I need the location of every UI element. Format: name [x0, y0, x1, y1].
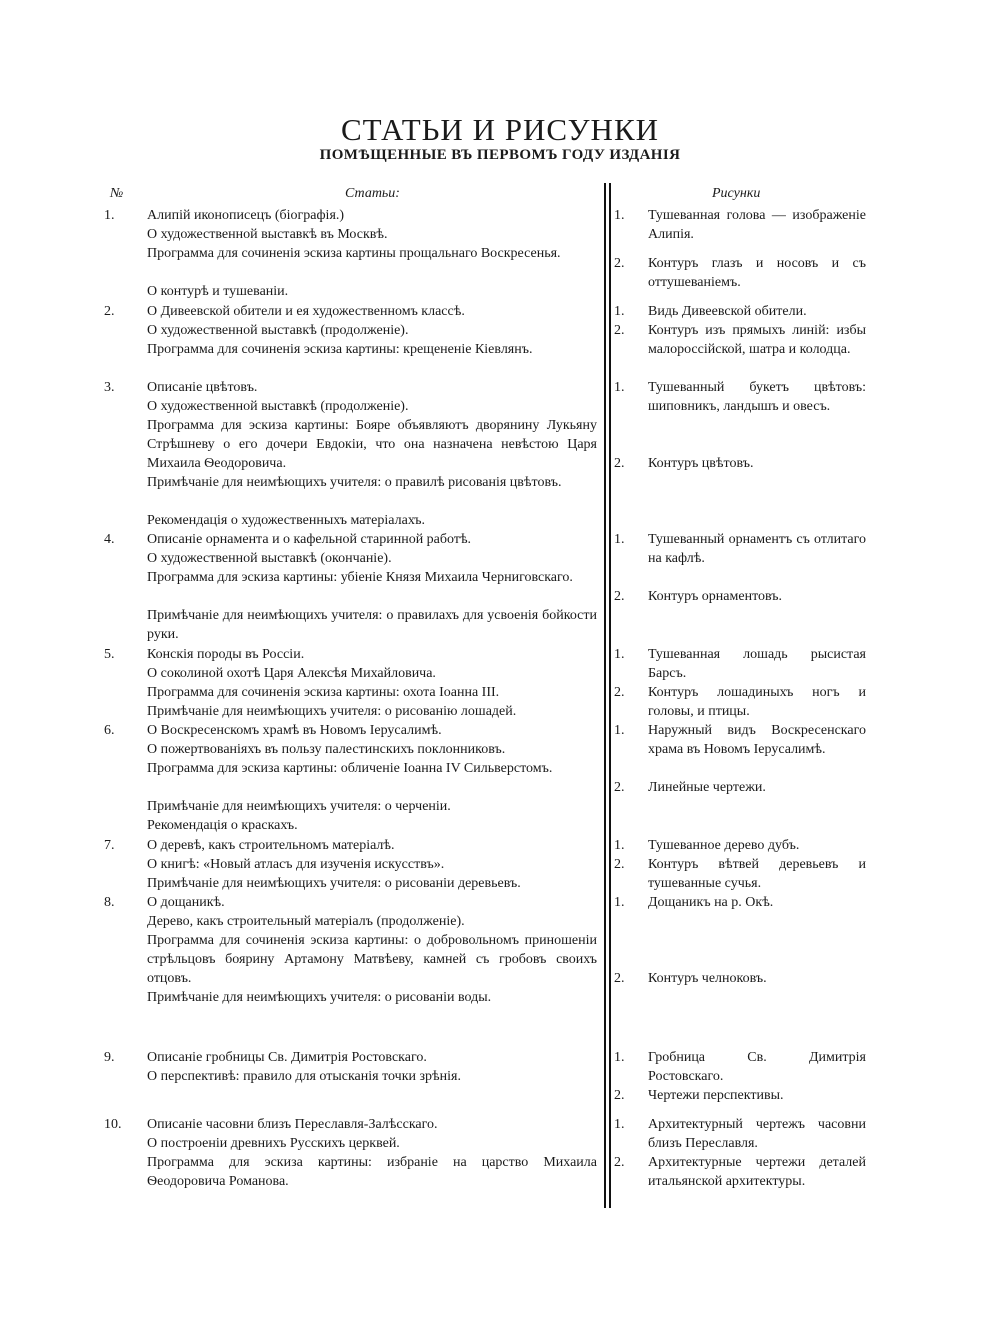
picture-number: 2.: [614, 971, 625, 986]
article-entry: Программа для эскиза картины: избраніе на царство Михаила Ѳеодоровича Романова.: [147, 1155, 597, 1189]
column-header-articles: Статьи:: [345, 186, 400, 201]
article-entry: Описаніе цвѣтовъ.: [147, 380, 258, 395]
picture-number: 1.: [614, 380, 625, 395]
picture-number: 1.: [614, 838, 625, 853]
issue-number: 2.: [104, 304, 115, 319]
picture-entry: Наружный видъ Воскресенскаго храма въ Новомъ Іерусалимѣ.: [648, 723, 866, 757]
column-divider-right: [609, 183, 611, 1208]
article-entry: Алипій иконописецъ (біографія.): [147, 208, 345, 223]
article-entry: Конскія породы въ Россіи.: [147, 647, 305, 662]
picture-number: 1.: [614, 895, 625, 910]
picture-number: 1.: [614, 723, 625, 738]
article-entry: Программа для сочиненія эскиза картины: о добровольномъ приношеніи стрѣльцовъ боярину Артамону Матвѣеву, камней съ гробовъ своихъ отцовъ.: [147, 933, 597, 986]
issue-number: 8.: [104, 895, 115, 910]
column-divider-left: [604, 183, 606, 1208]
article-entry: Рекомендація о краскахъ.: [147, 818, 298, 833]
picture-entry: Тушеванная лошадь рысистая Барсъ.: [648, 647, 866, 681]
article-entry: Программа для сочиненія эскиза картины: охота Іоанна III.: [147, 685, 500, 700]
article-entry: Описаніе орнамента и о кафельной старинной работѣ.: [147, 532, 472, 547]
picture-number: 2.: [614, 685, 625, 700]
picture-number: 2.: [614, 456, 625, 471]
picture-entry: Контуръ лошадиныхъ ногъ и головы, и птицы.: [648, 685, 866, 719]
article-entry: Примѣчаніе для неимѣющихъ учителя: о черченіи.: [147, 799, 451, 814]
article-entry: О пожертвованіяхъ въ пользу палестинскихъ поклонниковъ.: [147, 742, 506, 757]
article-entry: Примѣчаніе для неимѣющихъ учителя: о правилахъ для усвоенія бойкости руки.: [147, 608, 597, 642]
column-header-number: №: [110, 186, 124, 201]
picture-entry: Контуръ вѣтвей деревьевъ и тушеванные сучья.: [648, 857, 866, 891]
picture-number: 2.: [614, 1088, 625, 1103]
picture-entry: Контуръ орнаментовъ.: [648, 589, 783, 604]
article-entry: О контурѣ и тушеваніи.: [147, 284, 289, 299]
picture-number: 1.: [614, 208, 625, 223]
picture-number: 1.: [614, 1117, 625, 1132]
article-entry: Рекомендація о художественныхъ матеріалахъ.: [147, 513, 426, 528]
column-header-pictures: Рисунки: [712, 186, 761, 201]
article-entry: О художественной выставкѣ (продолженіе).: [147, 399, 409, 414]
issue-number: 1.: [104, 208, 115, 223]
picture-entry: Дощаникъ на р. Окѣ.: [648, 895, 774, 910]
article-entry: О перспективѣ: правило для отысканія точки зрѣнія.: [147, 1069, 461, 1084]
article-entry: Описаніе часовни близъ Переславля-Залѣсскаго.: [147, 1117, 438, 1132]
picture-number: 2.: [614, 857, 625, 872]
picture-entry: Контуръ челноковъ.: [648, 971, 767, 986]
article-entry: Программа для эскиза картины: убіеніе Князя Михаила Черниговскаго.: [147, 570, 573, 585]
article-entry: Примѣчаніе для неимѣющихъ учителя: о правилѣ рисованія цвѣтовъ.: [147, 475, 562, 490]
article-entry: Примѣчаніе для неимѣющихъ учителя: о рисованіи воды.: [147, 990, 492, 1005]
picture-number: 2.: [614, 1155, 625, 1170]
picture-entry: Гробница Св. Димитрія Ростовскаго.: [648, 1050, 866, 1084]
article-entry: О деревѣ, какъ строительномъ матеріалѣ.: [147, 838, 395, 853]
article-entry: Программа для эскиза картины: обличеніе Іоанна IV Сильверстомъ.: [147, 761, 553, 776]
article-entry: О художественной выставкѣ въ Москвѣ.: [147, 227, 388, 242]
picture-number: 1.: [614, 1050, 625, 1065]
article-entry: О дощаникѣ.: [147, 895, 225, 910]
picture-number: 2.: [614, 780, 625, 795]
issue-number: 4.: [104, 532, 115, 547]
article-entry: Примѣчаніе для неимѣющихъ учителя: о рисованію лошадей.: [147, 704, 517, 719]
picture-entry: Видь Дивеевской обители.: [648, 304, 807, 319]
issue-number: 3.: [104, 380, 115, 395]
picture-entry: Контуръ цвѣтовъ.: [648, 456, 754, 471]
picture-number: 2.: [614, 256, 625, 271]
picture-entry: Тушеванный орнаментъ съ отлитаго на кафлѣ.: [648, 532, 866, 566]
article-entry: О Дивеевской обители и ея художественномъ классѣ.: [147, 304, 465, 319]
article-entry: Дерево, какъ строительный матеріалъ (продолженіе).: [147, 914, 465, 929]
picture-entry: Архитектурный чертежъ часовни близъ Переславля.: [648, 1117, 866, 1151]
article-entry: Программа для сочиненія эскиза картины: крещененіе Кіевлянъ.: [147, 342, 533, 357]
picture-number: 2.: [614, 323, 625, 338]
article-entry: Программа для сочиненія эскиза картины прощальнаго Воскресенья.: [147, 246, 561, 261]
picture-entry: Линейные чертежи.: [648, 780, 766, 795]
picture-entry: Тушеванный букетъ цвѣтовъ: шиповникъ, ландышъ и овесъ.: [648, 380, 866, 414]
page-title: СТАТЬИ И РИСУНКИ: [340, 112, 660, 147]
article-entry: О соколиной охотѣ Царя Алексѣя Михайловича.: [147, 666, 436, 681]
issue-number: 5.: [104, 647, 115, 662]
article-entry: О художественной выставкѣ (окончаніе).: [147, 551, 392, 566]
page-subtitle: ПОМѢЩЕННЫЕ ВЪ ПЕРВОМЪ ГОДУ ИЗДАНІЯ: [319, 147, 681, 163]
picture-number: 1.: [614, 304, 625, 319]
picture-entry: Архитектурные чертежи деталей итальянской архитектуры.: [648, 1155, 866, 1189]
picture-entry: Тушеванное дерево дубъ.: [648, 838, 800, 853]
picture-entry: Контуръ глазъ и носовъ и съ оттушеваніемъ.: [648, 256, 866, 290]
article-entry: О построеніи древнихъ Русскихъ церквей.: [147, 1136, 400, 1151]
picture-number: 1.: [614, 647, 625, 662]
issue-number: 9.: [104, 1050, 115, 1065]
article-entry: Программа для эскиза картины: Бояре объявляютъ дворянину Лукьяну Стрѣшневу о его дочери Евдокіи, что она назначена невѣстою Царя Михаила Ѳеодоровича.: [147, 418, 597, 471]
picture-entry: Чертежи перспективы.: [648, 1088, 784, 1103]
issue-number: 6.: [104, 723, 115, 738]
picture-entry: Тушеванная голова — изображеніе Алипія.: [648, 208, 866, 242]
issue-number: 10.: [104, 1117, 122, 1132]
picture-number: 2.: [614, 589, 625, 604]
article-entry: Примѣчаніе для неимѣющихъ учителя: о рисованіи деревьевъ.: [147, 876, 521, 891]
picture-entry: Контуръ изъ прямыхъ линій: избы малороссійской, шатра и колодца.: [648, 323, 866, 357]
issue-number: 7.: [104, 838, 115, 853]
picture-number: 1.: [614, 532, 625, 547]
article-entry: О художественной выставкѣ (продолженіе).: [147, 323, 409, 338]
article-entry: Описаніе гробницы Св. Димитрія Ростовскаго.: [147, 1050, 427, 1065]
article-entry: О книгѣ: «Новый атласъ для изученія искусствъ».: [147, 857, 445, 872]
article-entry: О Воскресенскомъ храмѣ въ Новомъ Іерусалимѣ.: [147, 723, 442, 738]
